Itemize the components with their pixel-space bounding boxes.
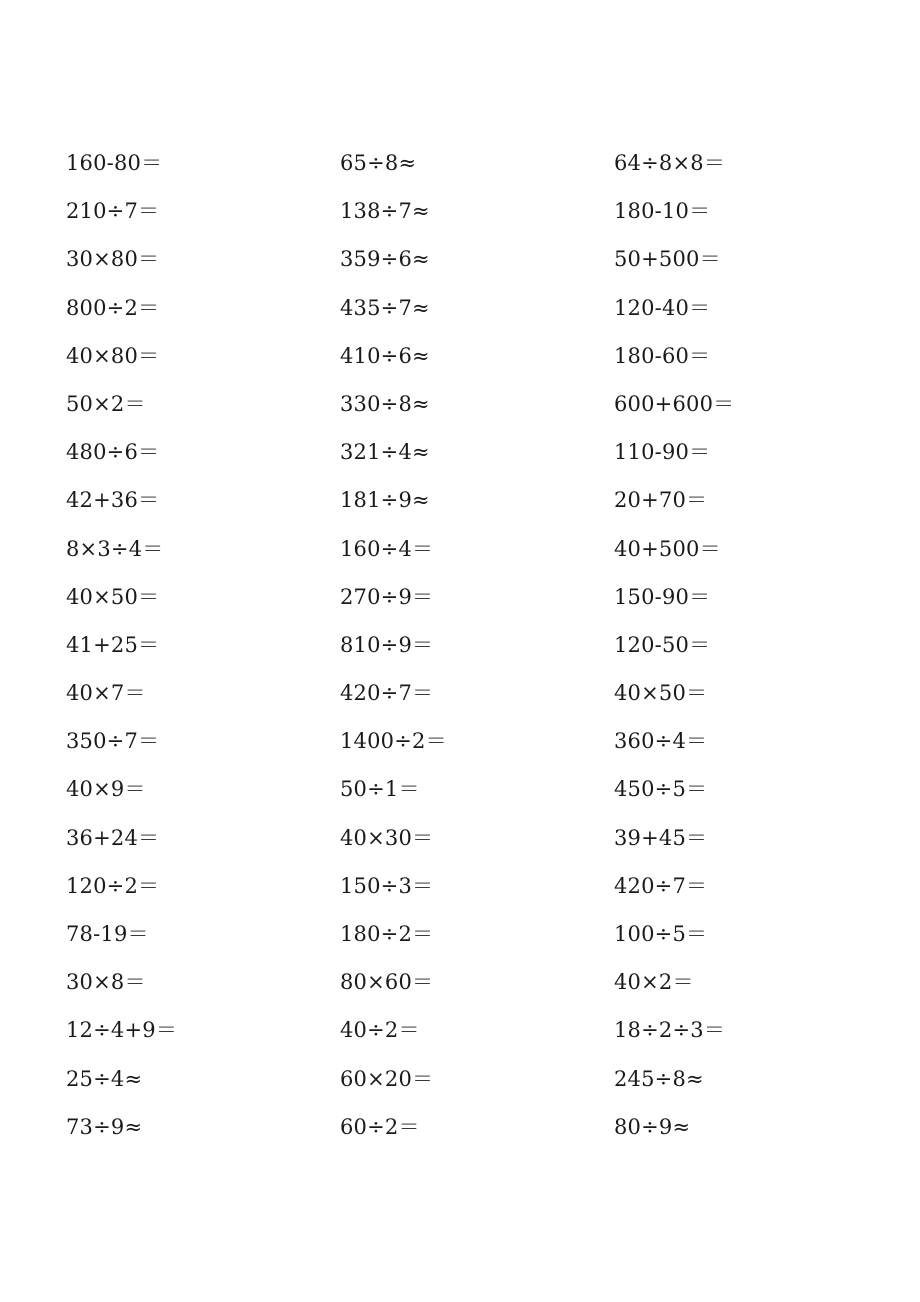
math-problem: 435÷7≈ xyxy=(340,295,430,320)
math-problem: 50+500＝ xyxy=(614,247,721,272)
math-problem: 1400÷2＝ xyxy=(340,729,447,754)
math-problem: 40×30＝ xyxy=(340,825,434,850)
math-problem: 410÷6≈ xyxy=(340,343,430,368)
math-problem: 50×2＝ xyxy=(66,391,146,416)
math-problem: 180-60＝ xyxy=(614,343,711,368)
math-problem: 120-50＝ xyxy=(614,632,711,657)
math-problem: 360÷4＝ xyxy=(614,729,708,754)
math-problem: 420÷7＝ xyxy=(614,873,708,898)
math-problem: 359÷6≈ xyxy=(340,247,430,272)
math-problem: 30×80＝ xyxy=(66,247,160,272)
math-problem: 180-10＝ xyxy=(614,199,711,224)
math-problem: 40×2＝ xyxy=(614,970,694,995)
math-problem: 330÷8≈ xyxy=(340,391,430,416)
math-problem: 40×9＝ xyxy=(66,777,146,802)
math-problem: 150÷3＝ xyxy=(340,873,434,898)
math-problem: 350÷7＝ xyxy=(66,729,160,754)
math-problem: 120÷2＝ xyxy=(66,873,160,898)
problem-column-1 xyxy=(66,148,326,1160)
math-problem: 110-90＝ xyxy=(614,440,711,465)
math-problem: 36+24＝ xyxy=(66,825,160,850)
math-problem: 245÷8≈ xyxy=(614,1066,704,1091)
math-problem: 40×50＝ xyxy=(614,681,708,706)
math-problem: 12÷4+9＝ xyxy=(66,1018,178,1043)
math-problem: 100÷5＝ xyxy=(614,922,708,946)
math-problem: 64÷8×8＝ xyxy=(614,151,726,175)
math-problem: 50÷1＝ xyxy=(340,777,420,802)
math-problem: 8×3÷4＝ xyxy=(66,536,164,561)
math-problem: 810÷9＝ xyxy=(340,632,434,657)
math-problem: 39+45＝ xyxy=(614,825,708,850)
math-problem: 160÷4＝ xyxy=(340,536,434,561)
math-problem: 181÷9≈ xyxy=(340,488,430,513)
math-problem: 41+25＝ xyxy=(66,632,160,657)
problem-column-2 xyxy=(340,148,600,1160)
math-problem: 160-80＝ xyxy=(66,151,163,175)
math-problem: 65÷8≈ xyxy=(340,151,417,175)
math-problem: 40×7＝ xyxy=(66,681,146,706)
math-problem: 80÷9≈ xyxy=(614,1114,691,1139)
math-problem: 40×80＝ xyxy=(66,343,160,368)
math-problem: 60×20＝ xyxy=(340,1066,434,1091)
math-problem: 18÷2÷3＝ xyxy=(614,1018,726,1043)
math-problem: 180÷2＝ xyxy=(340,922,434,946)
math-problem: 480÷6＝ xyxy=(66,440,160,465)
math-problem: 40÷2＝ xyxy=(340,1018,420,1043)
math-problem: 73÷9≈ xyxy=(66,1114,143,1139)
math-problem: 800÷2＝ xyxy=(66,295,160,320)
math-problem: 60÷2＝ xyxy=(340,1114,420,1139)
math-problem: 270÷9＝ xyxy=(340,584,434,609)
math-problem: 25÷4≈ xyxy=(66,1066,143,1091)
math-problem: 40×50＝ xyxy=(66,584,160,609)
math-problem: 450÷5＝ xyxy=(614,777,708,802)
math-problem: 321÷4≈ xyxy=(340,440,430,465)
problem-column-3 xyxy=(614,148,874,1160)
math-problem: 40+500＝ xyxy=(614,536,721,561)
math-problem: 30×8＝ xyxy=(66,970,146,995)
math-problem: 20+70＝ xyxy=(614,488,708,513)
math-problem: 78-19＝ xyxy=(66,922,149,946)
math-problem: 210÷7＝ xyxy=(66,199,160,224)
math-problem: 42+36＝ xyxy=(66,488,160,513)
math-problem: 138÷7≈ xyxy=(340,199,430,224)
math-problem: 420÷7＝ xyxy=(340,681,434,706)
math-problem: 120-40＝ xyxy=(614,295,711,320)
math-problem: 600+600＝ xyxy=(614,391,735,416)
math-problem: 80×60＝ xyxy=(340,970,434,995)
math-problem: 150-90＝ xyxy=(614,584,711,609)
